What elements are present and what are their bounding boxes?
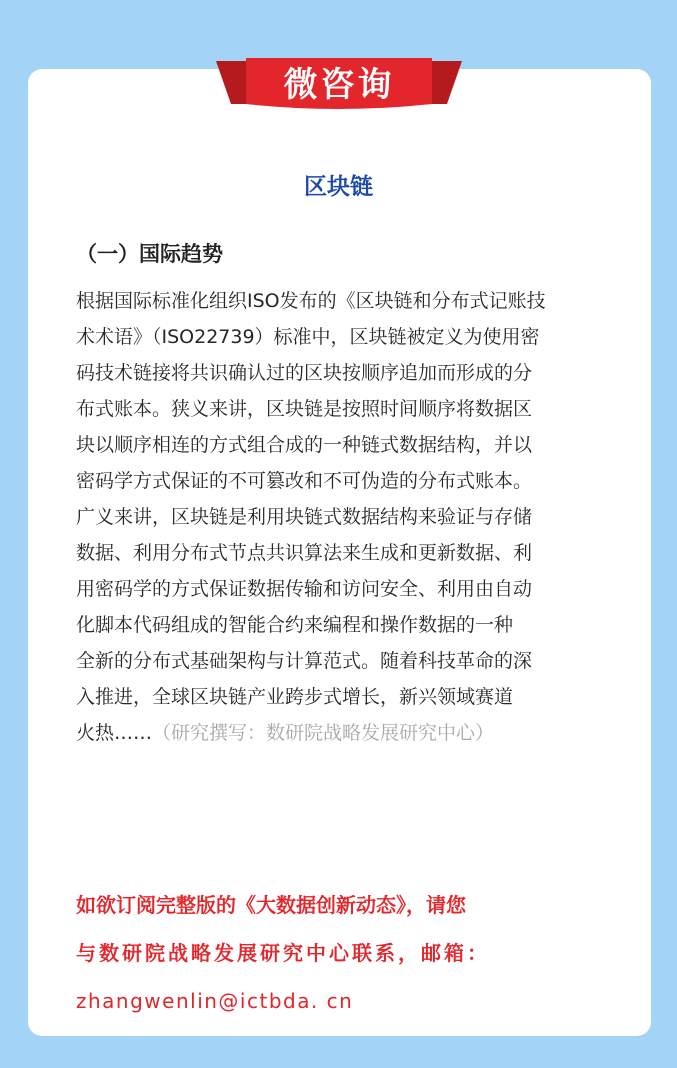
notice-line-2: 与数研院战略发展研究中心联系，邮箱： <box>76 941 490 965</box>
subscription-notice <box>76 881 616 1025</box>
header-banner <box>216 58 462 112</box>
section-heading: （一）国际趋势 <box>76 242 223 266</box>
body-line: 码技术链接将共识确认过的区块按顺序追加而形成的分 <box>76 362 533 384</box>
body-line: 数据、利用分布式节点共识算法来生成和更新数据、利 <box>76 542 533 564</box>
banner-title: 微咨询 <box>283 65 395 105</box>
body-last-text: 火热…… <box>76 722 153 744</box>
article-body <box>76 283 616 751</box>
contact-email: zhangwenlin@ictbda. cn <box>76 989 354 1013</box>
body-line: 块以顺序相连的方式组合成的一种链式数据结构，并以 <box>76 434 533 456</box>
notice-line-1: 如欲订阅完整版的《大数据创新动态》，请您 <box>76 893 466 917</box>
body-line: 化脚本代码组成的智能合约来编程和操作数据的一种 <box>76 614 514 636</box>
body-line: 用密码学的方式保证数据传输和访问安全、利用由自动 <box>76 578 533 600</box>
body-line: 根据国际标准化组织ISO发布的《区块链和分布式记账技 <box>76 290 546 312</box>
body-line: 密码学方式保证的不可篡改和不可伪造的分布式账本。 <box>76 470 533 492</box>
body-line: 布式账本。狭义来讲，区块链是按照时间顺序将数据区 <box>76 398 533 420</box>
body-line: 术术语》（ISO22739）标准中，区块链被定义为使用密 <box>76 326 540 348</box>
author-credit: （研究撰写：数研院战略发展研究中心） <box>152 722 495 744</box>
body-line: 广义来讲，区块链是利用块链式数据结构来验证与存储 <box>76 506 533 528</box>
body-line: 入推进，全球区块链产业跨步式增长，新兴领域赛道 <box>76 686 514 708</box>
body-line-last <box>76 715 616 751</box>
article-title: 区块链 <box>304 174 373 200</box>
body-line: 全新的分布式基础架构与计算范式。随着科技革命的深 <box>76 650 533 672</box>
